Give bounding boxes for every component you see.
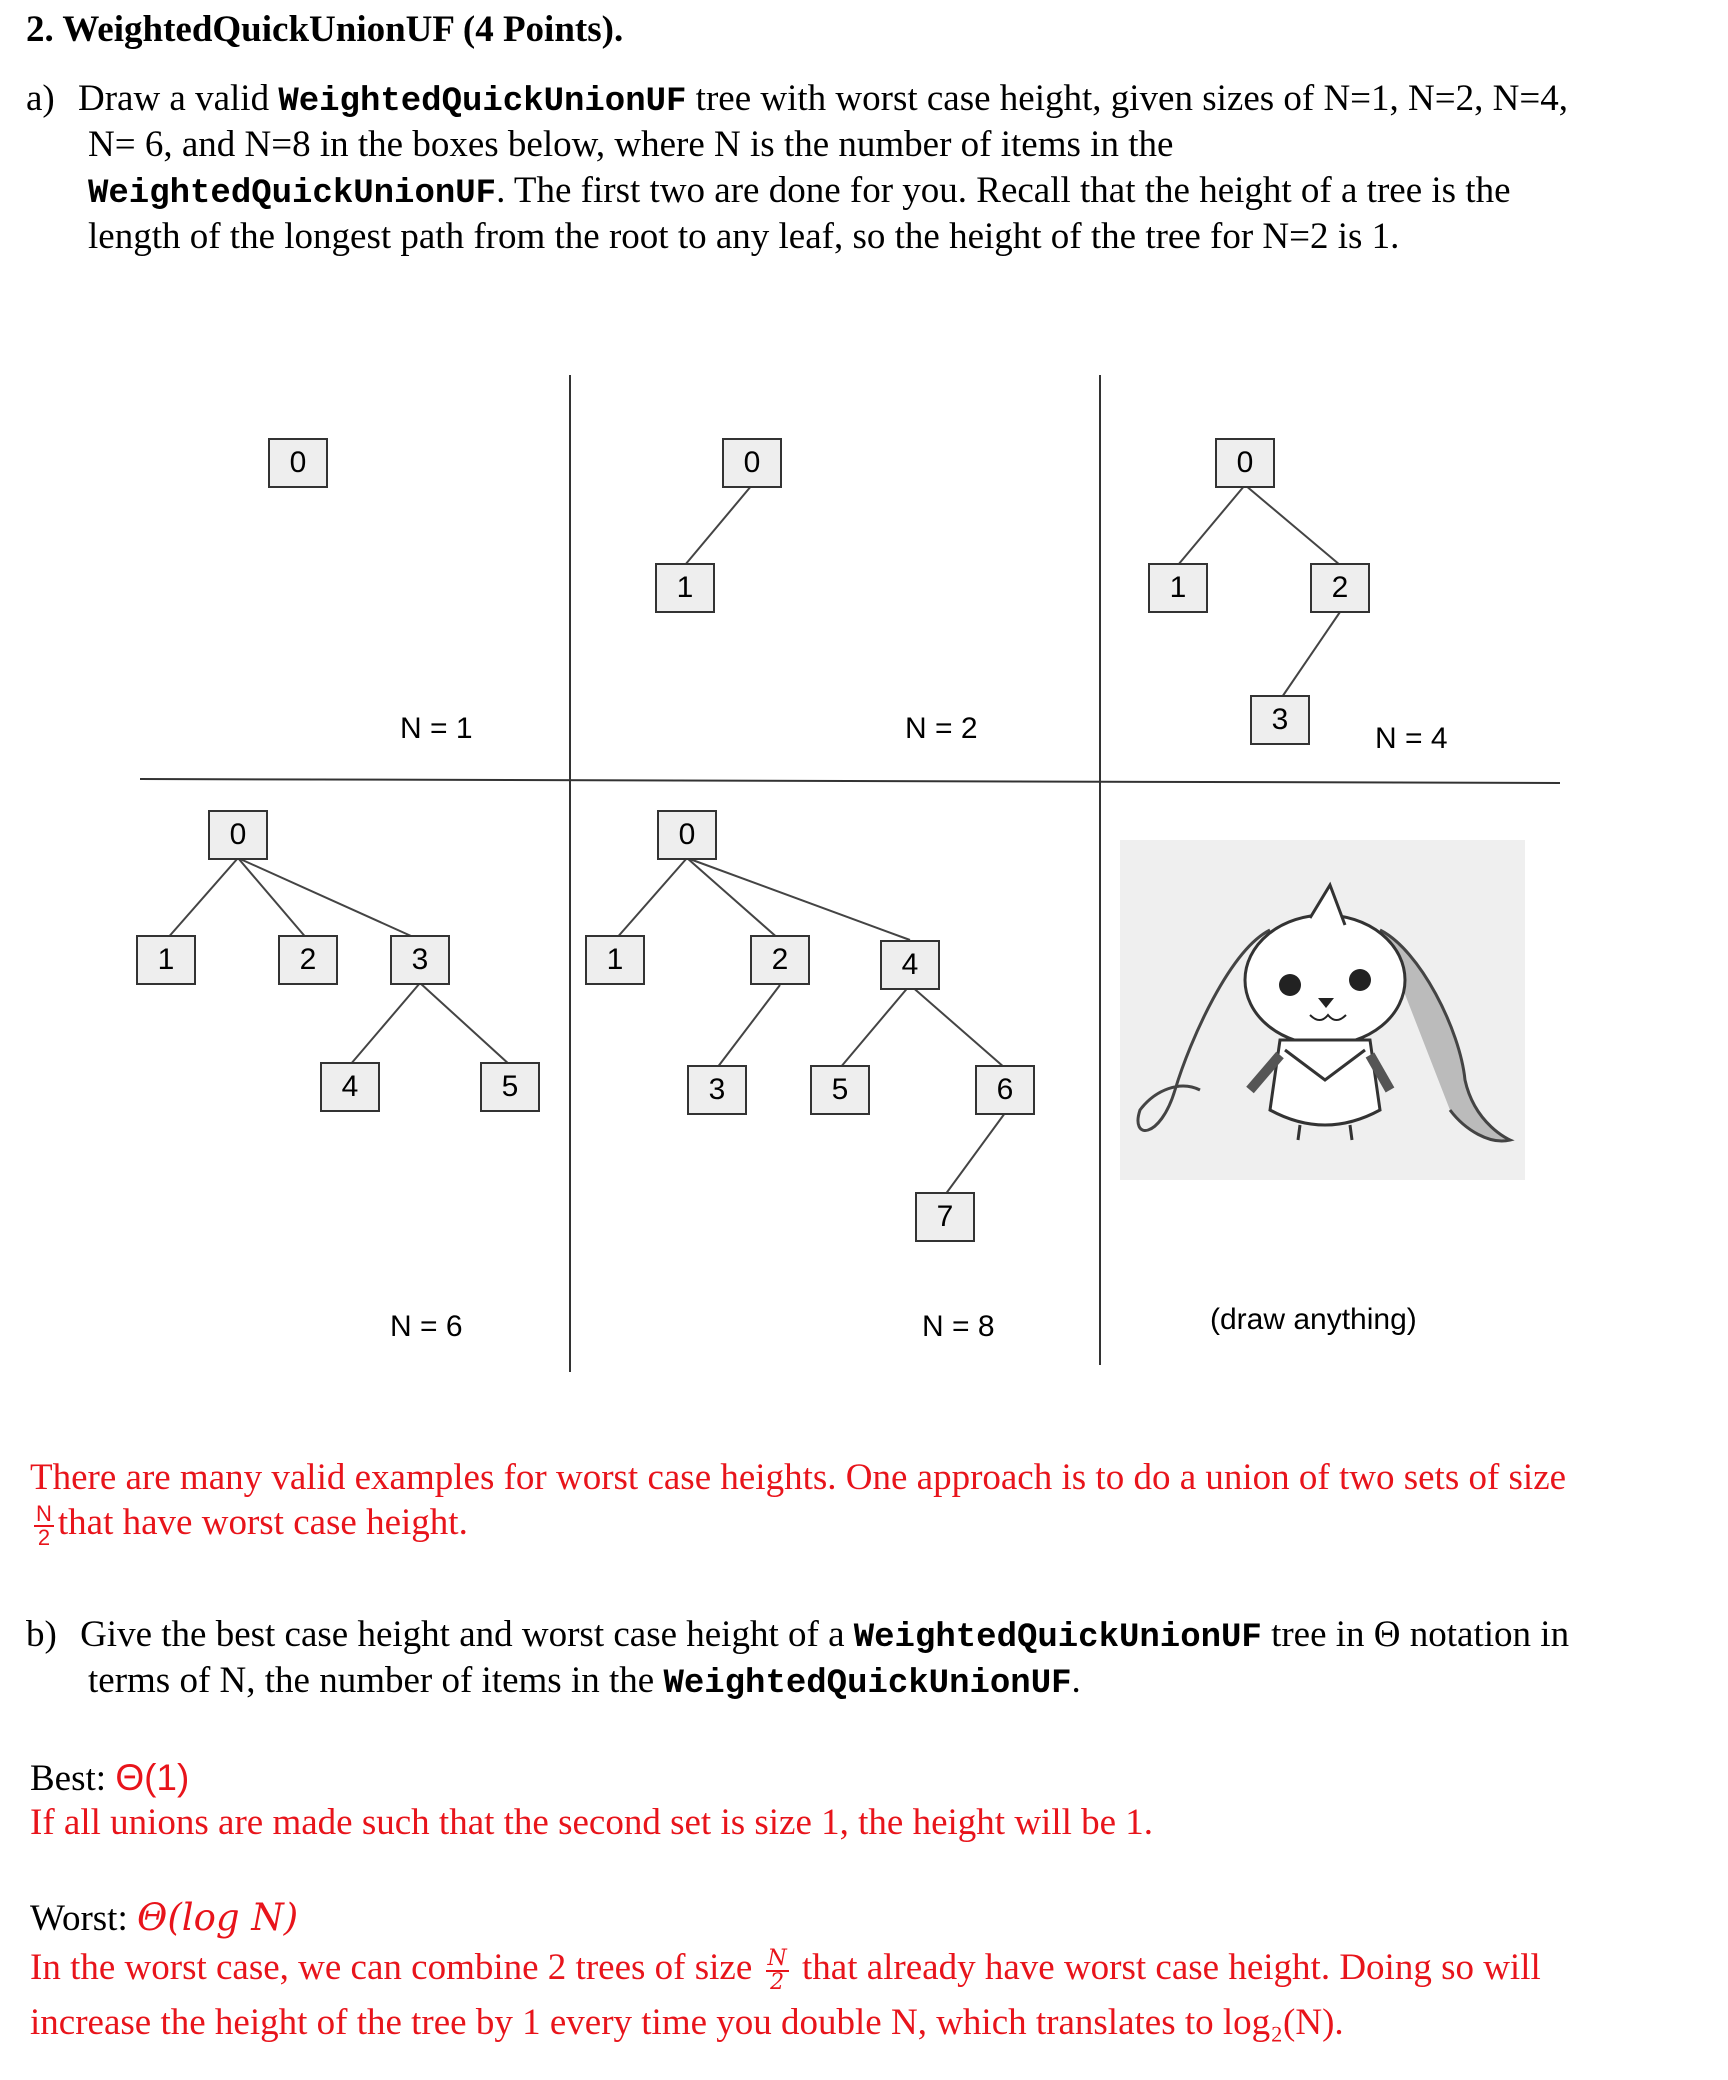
worst-case: Worst: Θ(log N) bbox=[30, 1896, 299, 1939]
label-n2: N = 2 bbox=[905, 712, 978, 745]
edge bbox=[350, 983, 420, 1065]
edge bbox=[238, 858, 420, 940]
answer-a-text2: $\frac{N}{2}$ that have worst case height. bbox=[36, 1500, 468, 1550]
tree-node: 3 bbox=[687, 1065, 747, 1115]
part-a-line2: N= 6, and N=8 in the boxes below, where N is the number of items in the bbox=[88, 124, 1174, 165]
edge bbox=[615, 858, 687, 940]
tree-node: 1 bbox=[655, 563, 715, 613]
edge bbox=[238, 858, 308, 940]
part-a-prompt: a) Draw a valid WeightedQuickUnionUF tree with worst case height, given sizes of N=1, N=2, N=4, bbox=[26, 78, 1568, 121]
tree-node: 0 bbox=[722, 438, 782, 488]
edge bbox=[687, 858, 910, 940]
tree-node: 3 bbox=[390, 935, 450, 985]
edge bbox=[945, 1113, 1005, 1195]
tree-node: 0 bbox=[657, 810, 717, 860]
tree-node: 7 bbox=[915, 1192, 975, 1242]
edge bbox=[840, 985, 910, 1068]
part-b-prompt: b) Give the best case height and worst case height of a WeightedQuickUnionUF tree in Θ notation in bbox=[26, 1614, 1570, 1657]
part-a-line3: WeightedQuickUnionUF. The first two are done for you. Recall that the height of a tree is the bbox=[88, 170, 1511, 213]
edge bbox=[166, 858, 238, 940]
edge bbox=[717, 985, 780, 1068]
tree-node: 1 bbox=[585, 935, 645, 985]
creature-drawing bbox=[1120, 840, 1525, 1180]
tree-node: 1 bbox=[1148, 563, 1208, 613]
tree-node: 5 bbox=[480, 1062, 540, 1112]
edge bbox=[687, 858, 780, 940]
best-case: Best: Θ(1) bbox=[30, 1757, 190, 1799]
label-n6: N = 6 bbox=[390, 1310, 463, 1343]
part-a-label: a) bbox=[26, 78, 55, 119]
edge bbox=[1178, 485, 1245, 565]
edge bbox=[910, 985, 1005, 1068]
part-b-line2: terms of N, the number of items in the WeightedQuickUnionUF. bbox=[88, 1660, 1081, 1703]
tree-node: 4 bbox=[320, 1062, 380, 1112]
worst-case-explanation-2: increase the height of the tree by 1 every time you double N, which translates to log₂(N). bbox=[30, 2002, 1344, 2043]
tree-node: 4 bbox=[880, 940, 940, 990]
tree-node: 0 bbox=[268, 438, 328, 488]
edge bbox=[420, 983, 510, 1065]
tree-node: 5 bbox=[810, 1065, 870, 1115]
best-case-explanation: If all unions are made such that the second set is size 1, the height will be 1. bbox=[30, 1802, 1154, 1843]
tree-node: 0 bbox=[1215, 438, 1275, 488]
part-b-label: b) bbox=[26, 1614, 57, 1655]
tree-node: 2 bbox=[278, 935, 338, 985]
tree-node: 2 bbox=[750, 935, 810, 985]
label-n8: N = 8 bbox=[922, 1310, 995, 1343]
question-title: 2. WeightedQuickUnionUF (4 Points). bbox=[26, 9, 624, 50]
worst-case-explanation-1: In the worst case, we can combine 2 trees of size $\frac{N}{2}$ that already have worst case height. Doing so will bbox=[30, 1945, 1541, 1995]
edge bbox=[1280, 612, 1340, 700]
horizontal-divider bbox=[140, 779, 1560, 783]
label-n1: N = 1 bbox=[400, 712, 473, 745]
tree-node: 3 bbox=[1250, 695, 1310, 745]
tree-node: 1 bbox=[136, 935, 196, 985]
label-n4: N = 4 bbox=[1375, 722, 1448, 755]
tree-node: 0 bbox=[208, 810, 268, 860]
tree-node: 6 bbox=[975, 1065, 1035, 1115]
answer-a-text1: There are many valid examples for worst case heights. One approach is to do a union of two sets of size bbox=[30, 1457, 1567, 1498]
edge bbox=[1245, 485, 1340, 565]
label-draw-anything: (draw anything) bbox=[1210, 1303, 1417, 1336]
edge bbox=[685, 485, 752, 565]
tree-node: 2 bbox=[1310, 563, 1370, 613]
part-a-line4: length of the longest path from the root to any leaf, so the height of the tree for N=2 is 1. bbox=[88, 216, 1400, 257]
